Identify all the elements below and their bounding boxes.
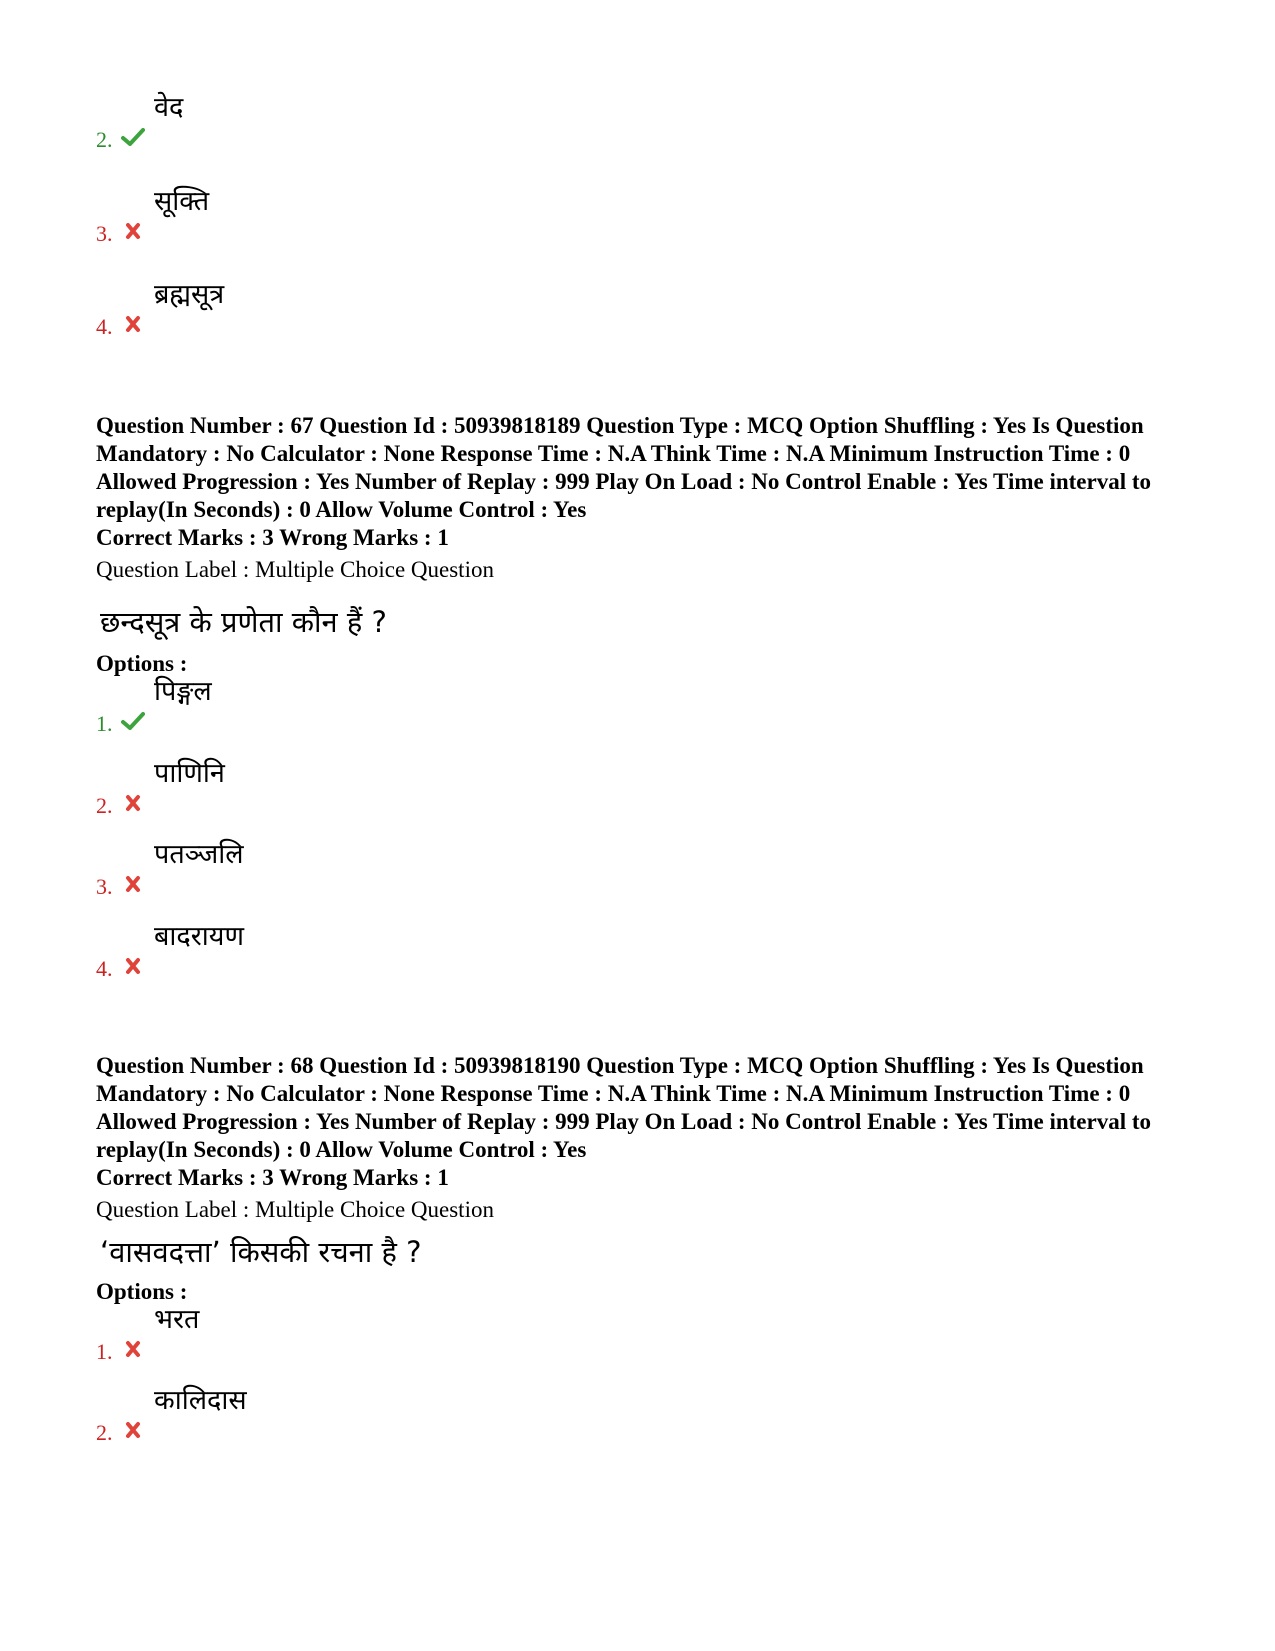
option-number: 1. (96, 711, 113, 736)
cross-icon (121, 315, 145, 333)
option-item (96, 1304, 496, 1364)
option-number: 4. (96, 956, 113, 981)
option-text: पाणिनि (154, 758, 225, 789)
option-item (96, 92, 496, 152)
cross-icon (121, 875, 145, 893)
option-text: वेद (154, 92, 184, 123)
option-number: 2. (96, 127, 113, 152)
option-number: 2. (96, 1420, 113, 1445)
question-meta: Question Number : 68 Question Id : 50939818190 Question Type : MCQ Option Shuffling : Yes Is Question Mandatory : No Calculator : None Response Time : N.A Think Time : N.A Minimum Instruction Time : 0 Allowed Progression : Yes Number of Replay : 999 Play On Load : No Control Enable : Yes Time interval to replay(In Seconds) : 0 Allow Volume Control : Yes (96, 1053, 1152, 1162)
option-item (96, 676, 496, 736)
option-number: 3. (96, 874, 113, 899)
question-marks: Correct Marks : 3 Wrong Marks : 1 (96, 525, 449, 550)
option-item (96, 1385, 496, 1445)
option-item (96, 758, 496, 818)
question-marks: Correct Marks : 3 Wrong Marks : 1 (96, 1165, 449, 1190)
option-text: पतञ्जलि (154, 839, 244, 870)
option-item (96, 186, 496, 246)
options-label: Options : (96, 1279, 188, 1304)
check-icon (121, 128, 145, 146)
option-item (96, 921, 496, 981)
option-item (96, 839, 496, 899)
option-number: 3. (96, 221, 113, 246)
cross-icon (121, 1421, 145, 1439)
option-text: पिङ्गल (154, 676, 212, 707)
option-number: 2. (96, 793, 113, 818)
option-number: 1. (96, 1339, 113, 1364)
question-text: छन्दसूत्र के प्रणेता कौन हैं ? (100, 605, 387, 639)
cross-icon (121, 222, 145, 240)
option-text: ब्रह्मसूत्र (154, 279, 225, 310)
option-number: 4. (96, 314, 113, 339)
question-text: ‘वासवदत्ता’ किसकी रचना है ? (100, 1235, 422, 1269)
option-text: कालिदास (154, 1385, 247, 1416)
option-text: सूक्ति (154, 186, 210, 217)
option-text: भरत (154, 1304, 200, 1335)
question-label: Question Label : Multiple Choice Question (96, 557, 494, 582)
question-label: Question Label : Multiple Choice Question (96, 1197, 494, 1222)
cross-icon (121, 794, 145, 812)
question-meta: Question Number : 67 Question Id : 50939818189 Question Type : MCQ Option Shuffling : Yes Is Question Mandatory : No Calculator : None Response Time : N.A Think Time : N.A Minimum Instruction Time : 0 Allowed Progression : Yes Number of Replay : 999 Play On Load : No Control Enable : Yes Time interval to replay(In Seconds) : 0 Allow Volume Control : Yes (96, 413, 1152, 522)
cross-icon (121, 1340, 145, 1358)
option-text: बादरायण (154, 921, 244, 952)
option-item (96, 279, 496, 339)
check-icon (121, 712, 145, 730)
options-label: Options : (96, 651, 188, 676)
cross-icon (121, 957, 145, 975)
